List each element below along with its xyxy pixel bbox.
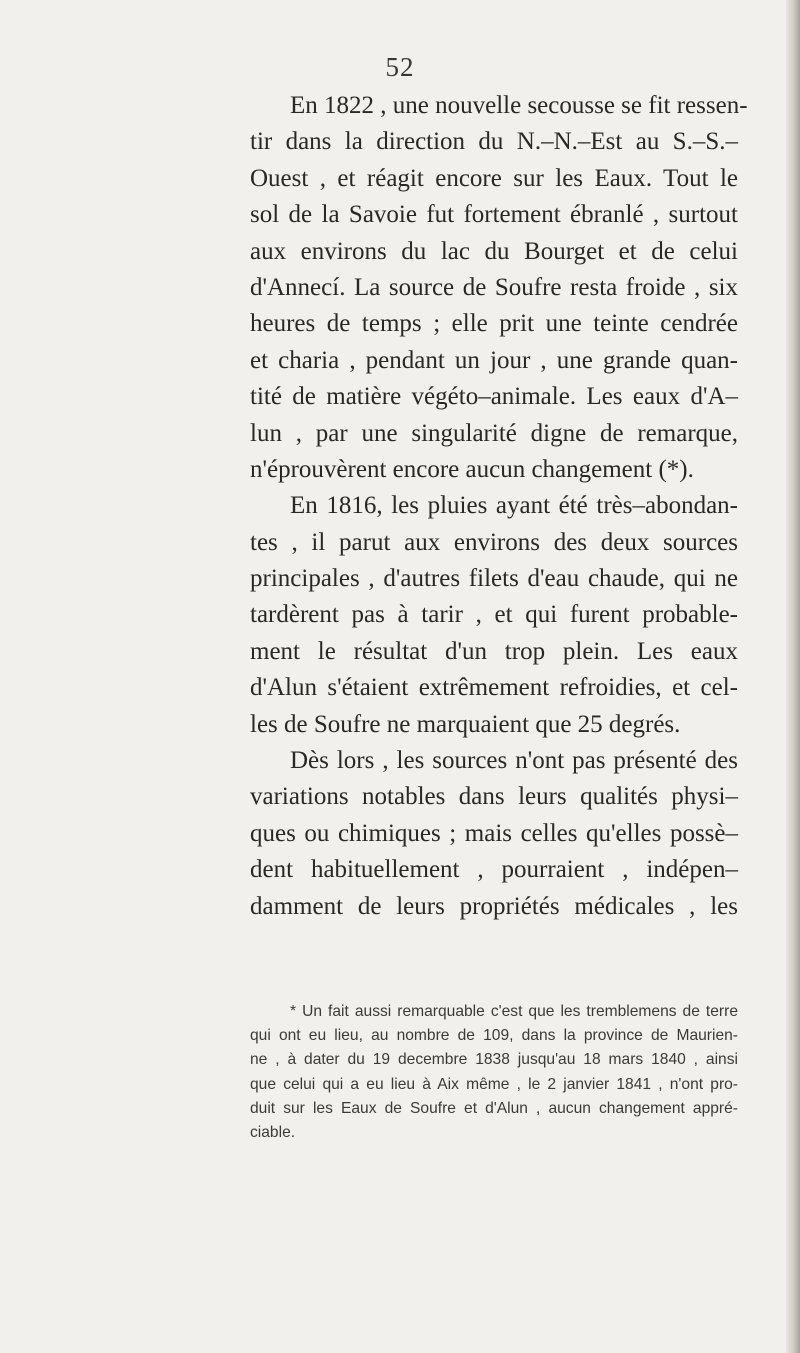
text-line: tité de matière végéto–animale. Les eaux d'A–	[250, 383, 738, 411]
text-line: d'Annecí. La source de Soufre resta froide , six	[250, 273, 738, 301]
text-line: lun , par une singularité digne de remarque,	[250, 419, 738, 447]
page-number: 52	[385, 52, 415, 82]
text-line: damment de leurs propriétés médicales , les	[250, 892, 738, 920]
text-line: et charia , pendant un jour , une grande quan-	[250, 346, 738, 374]
text-line: Ouest , et réagit encore sur les Eaux. Tout le	[250, 164, 738, 192]
text-line: n'éprouvèrent encore aucun changement (*).	[250, 455, 694, 483]
text-line: les de Soufre ne marquaient que 25 degrés.	[250, 710, 681, 738]
footnote-line: que celui qui a eu lieu à Aix même , le 2 janvier 1841 , n'ont pro-	[250, 1075, 738, 1093]
footnote-line: ne , à dater du 19 decembre 1838 jusqu'au 18 mars 1840 , ainsi	[250, 1051, 738, 1069]
text-line: sol de la Savoie fut fortement ébranlé , surtout	[250, 201, 738, 229]
text-line: En 1816, les pluies ayant été très–abondan-	[290, 492, 738, 520]
text-line: principales , d'autres filets d'eau chaude, qui ne	[250, 565, 738, 593]
text-line: tardèrent pas à tarir , et qui furent probable-	[250, 601, 738, 629]
text-line: ment le résultat d'un trop plein. Les eaux	[250, 637, 738, 665]
text-line: dent habituellement , pourraient , indépen–	[250, 856, 738, 884]
text-line: d'Alun s'étaient extrêmement refroidies, et cel-	[250, 674, 738, 702]
text-line: tir dans la direction du N.–N.–Est au S.–S.–	[250, 128, 738, 156]
text-line: ques ou chimiques ; mais celles qu'elles possè–	[250, 819, 738, 847]
body-text	[250, 88, 748, 925]
footnote-line: ciable.	[250, 1123, 296, 1141]
text-line: heures de temps ; elle prit une teinte cendrée	[250, 310, 738, 338]
text-line: tes , il parut aux environs des deux sources	[250, 528, 738, 556]
footnote-line: * Un fait aussi remarquable c'est que les tremblemens de terre	[290, 1003, 738, 1020]
page-edge-shadow	[786, 0, 800, 1353]
text-line: Dès lors , les sources n'ont pas présenté des	[290, 747, 738, 775]
footnote	[250, 1000, 738, 1145]
footnote-line: duit sur les Eaux de Soufre et d'Alun , aucun changement appré-	[250, 1099, 738, 1117]
text-line: En 1822 , une nouvelle secousse se fit ressen-	[290, 92, 748, 119]
footnote-line: qui ont eu lieu, au nombre de 109, dans la province de Maurien-	[250, 1027, 738, 1045]
text-line: aux environs du lac du Bourget et de celui	[250, 237, 738, 265]
text-line: variations notables dans leurs qualités physi–	[250, 783, 738, 811]
